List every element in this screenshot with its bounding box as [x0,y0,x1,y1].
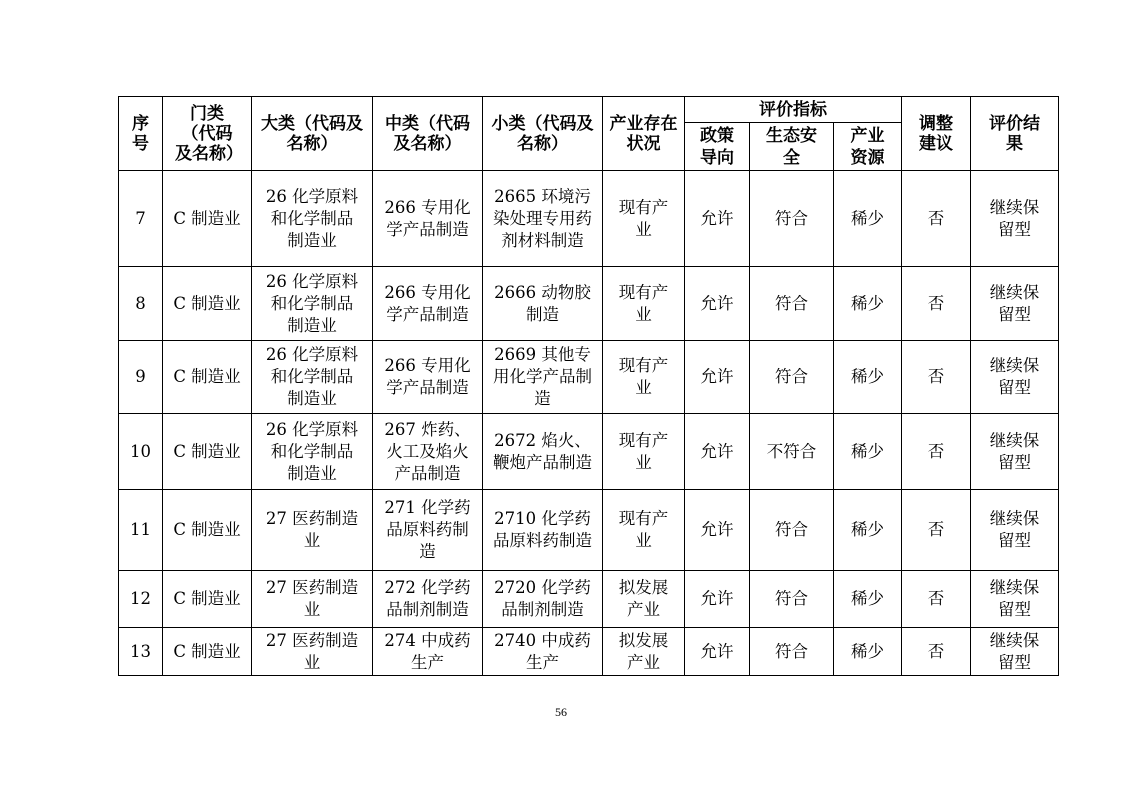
cell-eco: 符合 [750,341,834,414]
cell-door: C 制造业 [163,571,252,628]
cell-door: C 制造业 [163,490,252,571]
cell-door: C 制造业 [163,267,252,341]
cell-eco: 符合 [750,171,834,267]
cell-result: 继续保留型 [971,490,1059,571]
cell-policy: 允许 [685,267,750,341]
cell-result: 继续保留型 [971,571,1059,628]
cell-status: 现有产业 [603,490,685,571]
cell-major: 27 医药制造业 [252,628,373,676]
cell-result: 继续保留型 [971,341,1059,414]
cell-door: C 制造业 [163,628,252,676]
cell-major: 26 化学原料和化学制品制造业 [252,267,373,341]
header-minor: 小类（代码及名称） [483,97,603,171]
cell-seq: 10 [119,414,163,490]
cell-resource: 稀少 [834,571,902,628]
cell-minor: 2665 环境污染处理专用药剂材料制造 [483,171,603,267]
table-row [119,267,1059,341]
cell-seq: 12 [119,571,163,628]
header-door: 门类（代码及名称） [163,97,252,171]
cell-resource: 稀少 [834,628,902,676]
table-row [119,571,1059,628]
header-policy: 政策导向 [685,123,750,171]
cell-status: 现有产业 [603,171,685,267]
cell-seq: 13 [119,628,163,676]
cell-middle: 271 化学药品原料药制造 [373,490,483,571]
header-result: 评价结果 [971,97,1059,171]
cell-status: 拟发展产业 [603,571,685,628]
cell-resource: 稀少 [834,171,902,267]
table-row [119,490,1059,571]
cell-adjust: 否 [902,571,971,628]
cell-status: 拟发展产业 [603,628,685,676]
cell-middle: 266 专用化学产品制造 [373,267,483,341]
header-adjust: 调整建议 [902,97,971,171]
cell-minor: 2720 化学药品制剂制造 [483,571,603,628]
cell-middle: 267 炸药、火工及焰火产品制造 [373,414,483,490]
table-row [119,171,1059,267]
cell-minor: 2710 化学药品原料药制造 [483,490,603,571]
cell-resource: 稀少 [834,490,902,571]
cell-major: 27 医药制造业 [252,571,373,628]
table-row [119,414,1059,490]
cell-seq: 7 [119,171,163,267]
header-seq: 序号 [119,97,163,171]
cell-status: 现有产业 [603,341,685,414]
cell-adjust: 否 [902,414,971,490]
cell-adjust: 否 [902,628,971,676]
table-body [119,171,1059,676]
cell-major: 26 化学原料和化学制品制造业 [252,414,373,490]
cell-minor: 2740 中成药生产 [483,628,603,676]
cell-policy: 允许 [685,490,750,571]
page-number: 56 [555,705,567,719]
cell-policy: 允许 [685,341,750,414]
cell-policy: 允许 [685,171,750,267]
cell-minor: 2672 焰火、鞭炮产品制造 [483,414,603,490]
header-eval: 评价指标 [685,97,902,123]
cell-result: 继续保留型 [971,414,1059,490]
cell-major: 26 化学原料和化学制品制造业 [252,171,373,267]
cell-minor: 2669 其他专用化学产品制造 [483,341,603,414]
cell-adjust: 否 [902,341,971,414]
cell-eco: 符合 [750,628,834,676]
cell-policy: 允许 [685,571,750,628]
cell-status: 现有产业 [603,414,685,490]
cell-minor: 2666 动物胶制造 [483,267,603,341]
header-middle: 中类（代码及名称） [373,97,483,171]
table-header [119,97,1059,171]
cell-result: 继续保留型 [971,171,1059,267]
cell-resource: 稀少 [834,341,902,414]
cell-eco: 符合 [750,490,834,571]
cell-middle: 266 专用化学产品制造 [373,171,483,267]
cell-adjust: 否 [902,267,971,341]
cell-door: C 制造业 [163,171,252,267]
cell-major: 27 医药制造业 [252,490,373,571]
cell-major: 26 化学原料和化学制品制造业 [252,341,373,414]
cell-resource: 稀少 [834,414,902,490]
industry-evaluation-table [118,96,1059,676]
cell-door: C 制造业 [163,414,252,490]
cell-adjust: 否 [902,171,971,267]
cell-policy: 允许 [685,414,750,490]
cell-middle: 274 中成药生产 [373,628,483,676]
table-row [119,341,1059,414]
cell-adjust: 否 [902,490,971,571]
cell-middle: 272 化学药品制剂制造 [373,571,483,628]
cell-status: 现有产业 [603,267,685,341]
header-status: 产业存在状况 [603,97,685,171]
header-resource: 产业资源 [834,123,902,171]
table-row [119,628,1059,676]
cell-resource: 稀少 [834,267,902,341]
cell-eco: 不符合 [750,414,834,490]
cell-seq: 11 [119,490,163,571]
header-eco: 生态安全 [750,123,834,171]
cell-policy: 允许 [685,628,750,676]
cell-middle: 266 专用化学产品制造 [373,341,483,414]
cell-eco: 符合 [750,571,834,628]
cell-door: C 制造业 [163,341,252,414]
cell-seq: 9 [119,341,163,414]
cell-result: 继续保留型 [971,267,1059,341]
cell-seq: 8 [119,267,163,341]
header-major: 大类（代码及名称） [252,97,373,171]
cell-eco: 符合 [750,267,834,341]
cell-result: 继续保留型 [971,628,1059,676]
